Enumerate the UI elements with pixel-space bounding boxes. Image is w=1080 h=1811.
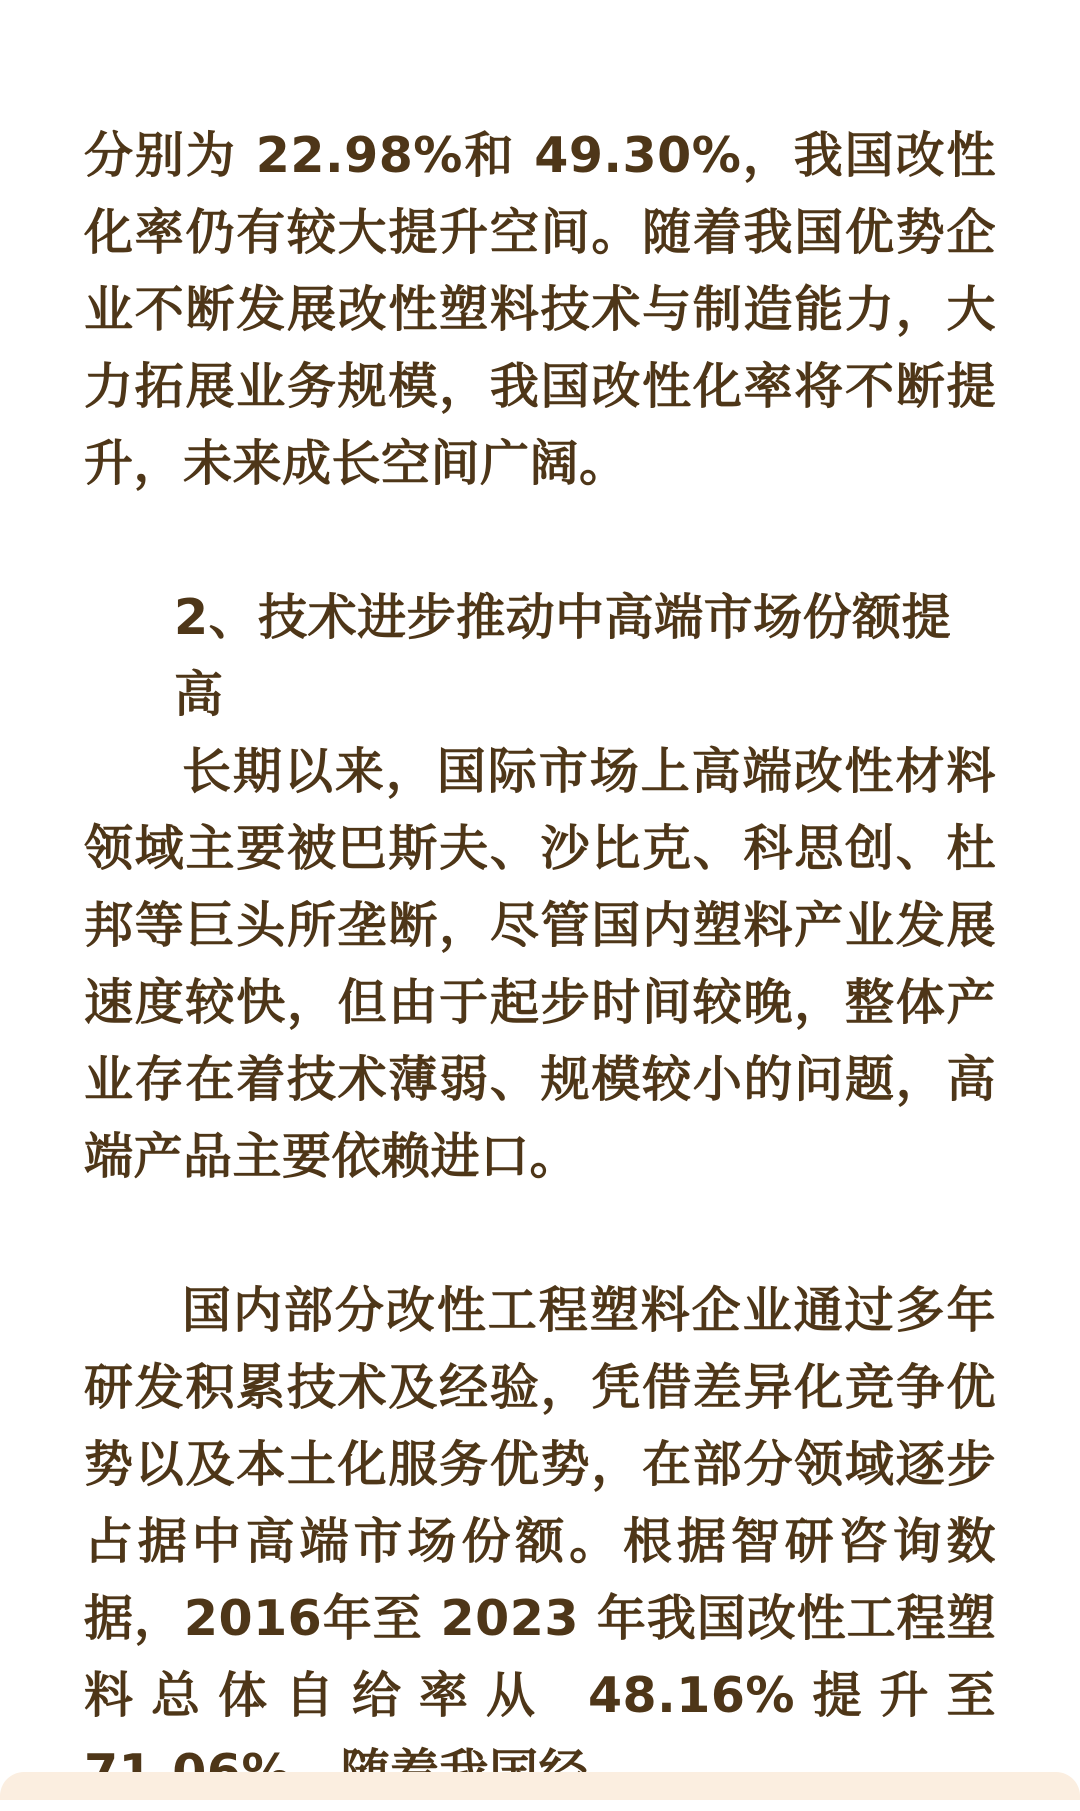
paragraph-domestic-enterprises: 国内部分改性工程塑料企业通过多年研发积累技术及经验，凭借差异化竞争优势以及本土化服务优势，在部分领域逐步占据中高端市场份额。根据智研咨询数据，2016年至 2023 年我国改性工程塑料总体自给率从 48.16%提升至 [84,1282,996,1724]
bottom-card-edge [0,1772,1080,1800]
paragraph-modification-rate: 分别为 22.98%和 49.30%，我国改性化率仍有较大提升空间。随着我国优势企业不断发展改性塑料技术与制造能力，大力拓展业务规模，我国改性化率将不断提升，未来成长空间广阔。 [84,127,996,492]
article-body [84,117,996,1811]
section-heading: 2、技术进步推动中高端市场份额提高 [174,589,952,723]
paragraph-international-market: 长期以来，国际市场上高端改性材料领域主要被巴斯夫、沙比克、科思创、杜邦等巨头所垄断，尽管国内塑料产业发展速度较快，但由于起步时间较晚，整体产业存在着技术薄弱、规模较小的问题，高端产品主要依赖进口。 [84,743,996,1185]
